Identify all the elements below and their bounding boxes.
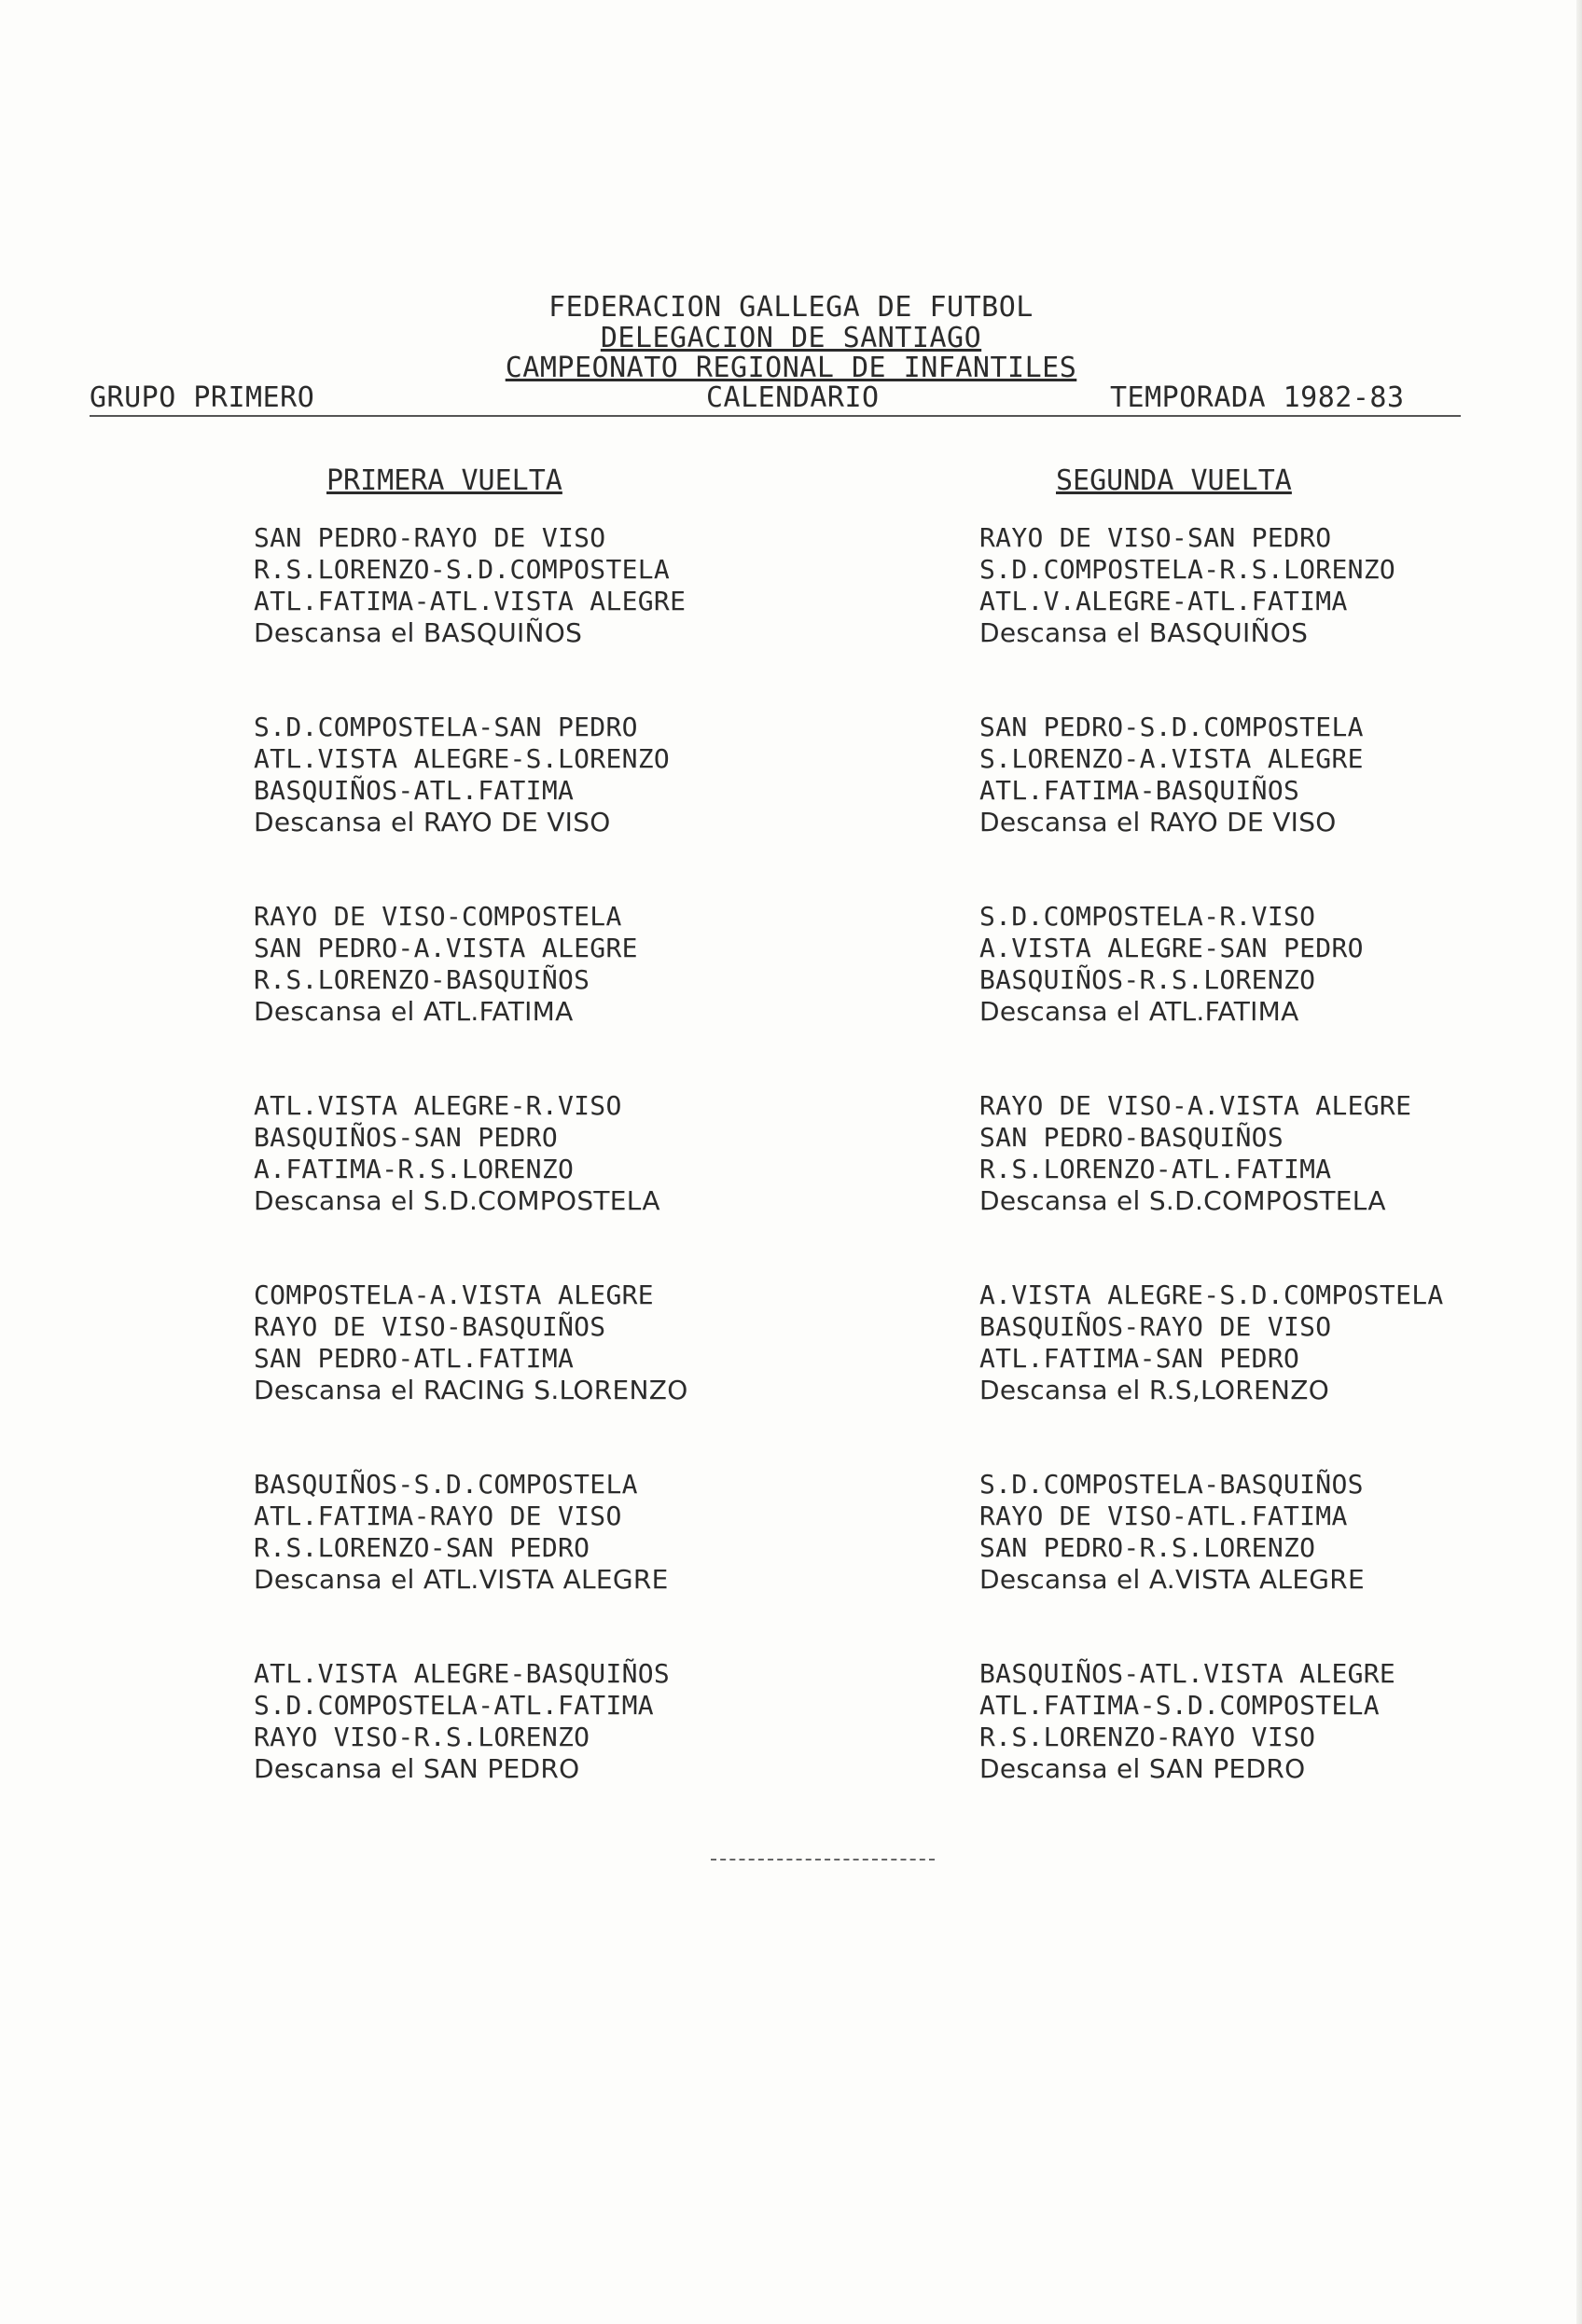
match-line: S.D.COMPOSTELA-ATL.FATIMA bbox=[254, 1690, 654, 1721]
match-line: R.S.LORENZO-SAN PEDRO bbox=[254, 1532, 590, 1563]
match-line: ATL.VISTA ALEGRE-S.LORENZO bbox=[254, 743, 671, 774]
rest-team-line: Descansa el ATL.VISTA ALEGRE bbox=[254, 1564, 669, 1595]
match-line: S.D.COMPOSTELA-R.VISO bbox=[979, 901, 1316, 932]
match-line: S.LORENZO-A.VISTA ALEGRE bbox=[979, 743, 1364, 774]
match-line: A.VISTA ALEGRE-SAN PEDRO bbox=[979, 933, 1364, 963]
group-label: GRUPO PRIMERO bbox=[90, 381, 315, 414]
match-line: ATL.V.ALEGRE-ATL.FATIMA bbox=[979, 586, 1348, 616]
match-line: ATL.FATIMA-ATL.VISTA ALEGRE bbox=[254, 586, 687, 616]
rest-team-line: Descansa el RAYO DE VISO bbox=[254, 807, 611, 837]
federation-title: FEDERACION GALLEGA DE FUTBOL bbox=[548, 291, 1034, 324]
matchday-block bbox=[979, 1469, 1576, 1658]
rest-team-line: Descansa el BASQUIÑOS bbox=[254, 617, 583, 648]
season-label: TEMPORADA 1982-83 bbox=[1110, 381, 1405, 414]
match-line: ATL.FATIMA-RAYO DE VISO bbox=[254, 1501, 622, 1531]
match-line: SAN PEDRO-S.D.COMPOSTELA bbox=[979, 712, 1364, 742]
match-line: ATL.FATIMA-S.D.COMPOSTELA bbox=[979, 1690, 1380, 1721]
rest-team-line: Descansa el RAYO DE VISO bbox=[979, 807, 1337, 837]
matchday-block bbox=[254, 1469, 851, 1658]
matchday-block bbox=[254, 1090, 851, 1280]
second-round-title: SEGUNDA VUELTA bbox=[1056, 464, 1292, 497]
match-line: SAN PEDRO-RAYO DE VISO bbox=[254, 522, 606, 553]
matchday-block bbox=[254, 522, 851, 712]
match-line: ATL.VISTA ALEGRE-BASQUIÑOS bbox=[254, 1658, 671, 1689]
match-line: RAYO DE VISO-COMPOSTELA bbox=[254, 901, 622, 932]
match-line: BASQUIÑOS-ATL.VISTA ALEGRE bbox=[979, 1658, 1396, 1689]
match-line: BASQUIÑOS-R.S.LORENZO bbox=[979, 964, 1316, 995]
match-line: A.FATIMA-R.S.LORENZO bbox=[254, 1154, 575, 1184]
rest-team-line: Descansa el ATL.FATIMA bbox=[254, 996, 574, 1027]
matchday-block bbox=[979, 522, 1576, 712]
match-line: R.S.LORENZO-RAYO VISO bbox=[979, 1722, 1316, 1752]
championship-title bbox=[0, 352, 1582, 384]
matchday-block bbox=[254, 1658, 851, 1847]
match-line: R.S.LORENZO-ATL.FATIMA bbox=[979, 1154, 1332, 1184]
match-line: BASQUIÑOS-RAYO DE VISO bbox=[979, 1311, 1332, 1342]
championship-title-text: CAMPEONATO REGIONAL DE INFANTILES bbox=[505, 352, 1077, 384]
match-line: ATL.FATIMA-BASQUIÑOS bbox=[979, 775, 1300, 806]
match-line: RAYO VISO-R.S.LORENZO bbox=[254, 1722, 590, 1752]
match-line: S.D.COMPOSTELA-SAN PEDRO bbox=[254, 712, 638, 742]
match-line: BASQUIÑOS-S.D.COMPOSTELA bbox=[254, 1469, 638, 1500]
match-line: RAYO DE VISO-BASQUIÑOS bbox=[254, 1311, 606, 1342]
matchday-block bbox=[979, 901, 1576, 1090]
first-round-column bbox=[254, 522, 851, 1847]
match-line: SAN PEDRO-A.VISTA ALEGRE bbox=[254, 933, 638, 963]
page-edge bbox=[1576, 0, 1582, 2324]
match-line: ATL.FATIMA-SAN PEDRO bbox=[979, 1343, 1300, 1374]
match-line: COMPOSTELA-A.VISTA ALEGRE bbox=[254, 1280, 654, 1310]
matchday-block bbox=[254, 1280, 851, 1469]
rest-team-line: Descansa el BASQUIÑOS bbox=[979, 617, 1309, 648]
matchday-block bbox=[979, 1090, 1576, 1280]
second-round-column bbox=[979, 522, 1576, 1847]
match-line: BASQUIÑOS-SAN PEDRO bbox=[254, 1122, 558, 1153]
matchday-block bbox=[254, 712, 851, 901]
rest-team-line: Descansa el ATL.FATIMA bbox=[979, 996, 1299, 1027]
match-line: R.S.LORENZO-S.D.COMPOSTELA bbox=[254, 554, 671, 585]
rest-team-line: Descansa el S.D.COMPOSTELA bbox=[254, 1185, 660, 1216]
rest-team-line: Descansa el R.S,LORENZO bbox=[979, 1375, 1330, 1405]
match-line: RAYO DE VISO-ATL.FATIMA bbox=[979, 1501, 1348, 1531]
matchday-block bbox=[254, 901, 851, 1090]
matchday-block bbox=[979, 1280, 1576, 1469]
delegation-title-text: DELEGACION DE SANTIAGO bbox=[600, 322, 982, 354]
match-line: RAYO DE VISO-A.VISTA ALEGRE bbox=[979, 1090, 1412, 1121]
match-line: S.D.COMPOSTELA-R.S.LORENZO bbox=[979, 554, 1396, 585]
footer-divider bbox=[711, 1859, 935, 1861]
match-line: BASQUIÑOS-ATL.FATIMA bbox=[254, 775, 575, 806]
match-line: R.S.LORENZO-BASQUIÑOS bbox=[254, 964, 590, 995]
match-line: SAN PEDRO-BASQUIÑOS bbox=[979, 1122, 1284, 1153]
delegation-title bbox=[0, 322, 1582, 354]
calendar-label: CALENDARIO bbox=[706, 381, 880, 414]
match-line: SAN PEDRO-R.S.LORENZO bbox=[979, 1532, 1316, 1563]
match-line: S.D.COMPOSTELA-BASQUIÑOS bbox=[979, 1469, 1364, 1500]
rest-team-line: Descansa el RACING S.LORENZO bbox=[254, 1375, 688, 1405]
rest-team-line: Descansa el A.VISTA ALEGRE bbox=[979, 1564, 1366, 1595]
rest-team-line: Descansa el S.D.COMPOSTELA bbox=[979, 1185, 1386, 1216]
rest-team-line: Descansa el SAN PEDRO bbox=[979, 1753, 1306, 1784]
matchday-block bbox=[979, 1658, 1576, 1847]
match-line: RAYO DE VISO-SAN PEDRO bbox=[979, 522, 1332, 553]
first-round-title: PRIMERA VUELTA bbox=[326, 464, 562, 497]
match-line: SAN PEDRO-ATL.FATIMA bbox=[254, 1343, 575, 1374]
match-line: ATL.VISTA ALEGRE-R.VISO bbox=[254, 1090, 622, 1121]
matchday-block bbox=[979, 712, 1576, 901]
header-rule bbox=[90, 415, 1461, 417]
rest-team-line: Descansa el SAN PEDRO bbox=[254, 1753, 580, 1784]
match-line: A.VISTA ALEGRE-S.D.COMPOSTELA bbox=[979, 1280, 1444, 1310]
